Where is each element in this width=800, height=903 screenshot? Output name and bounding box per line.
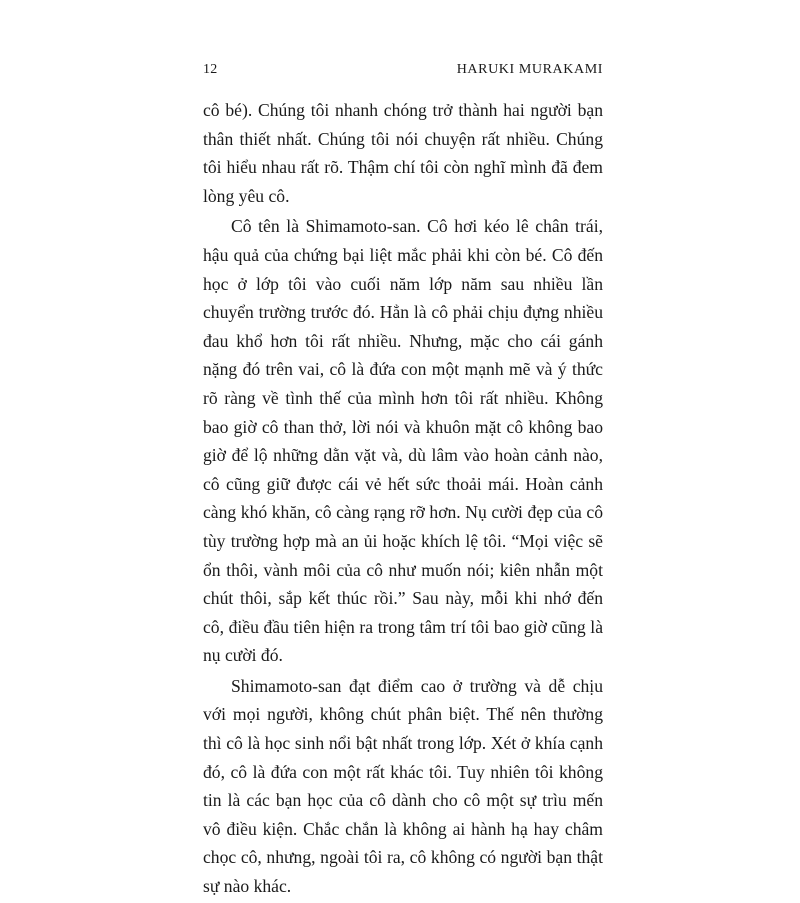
author-name: HARUKI MURAKAMI xyxy=(456,62,603,77)
paragraph-1: cô bé). Chúng tôi nhanh chóng trở thành hai người bạn thân thiết nhất. Chúng tôi nói chuyện rất nhiều. Chúng tôi hiểu nhau rất rõ. Thậm chí tôi còn nghĩ mình đã đem lòng yêu cô. xyxy=(203,100,603,206)
page-number: 12 xyxy=(203,62,218,77)
running-header xyxy=(203,62,603,82)
paragraph-2: Cô tên là Shimamoto-san. Cô hơi kéo lê chân trái, hậu quả của chứng bại liệt mắc phải khi còn bé. Cô đến học ở lớp tôi vào cuối năm lớp năm sau nhiều lần chuyển trường trước đó. Hẳn là cô phải chịu đựng nhiều đau khổ hơn tôi rất nhiều. Nhưng, mặc cho cái gánh nặng đó trên vai, cô là đứa con một mạnh mẽ và ý thức rõ ràng về tình thế của mình hơn tôi rất nhiều. Không bao giờ cô than thở, lời nói và khuôn mặt cô không bao giờ để lộ những dằn vặt và, dù lâm vào hoàn cảnh nào, cô cũng giữ được cái vẻ hết sức thoải mái. Hoàn cảnh càng khó khăn, cô càng rạng rỡ hơn. Nụ cười đẹp của cô tùy trường hợp mà an ủi hoặc khích lệ tôi. “Mọi việc sẽ ổn thôi, vành môi của cô như muốn nói; kiên nhẫn một chút thôi, sắp kết thúc rồi.” Sau này, mỗi khi nhớ đến cô, điều đầu tiên hiện ra trong tâm trí tôi bao giờ cũng là nụ cười đó. xyxy=(203,216,603,666)
body-text xyxy=(203,96,603,903)
paragraph-3: Shimamoto-san đạt điểm cao ở trường và dễ chịu với mọi người, không chút phân biệt. Thế nên thường thì cô là học sinh nổi bật nhất trong lớp. Xét ở khía cạnh đó, cô là đứa con một rất khác tôi. Tuy nhiên tôi không tin là các bạn học của cô dành cho cô một sự trìu mến vô điều kiện. Chắc chắn là không ai hành hạ hay châm chọc cô, nhưng, ngoài tôi ra, cô không có người bạn thật sự nào khác. xyxy=(203,675,603,897)
